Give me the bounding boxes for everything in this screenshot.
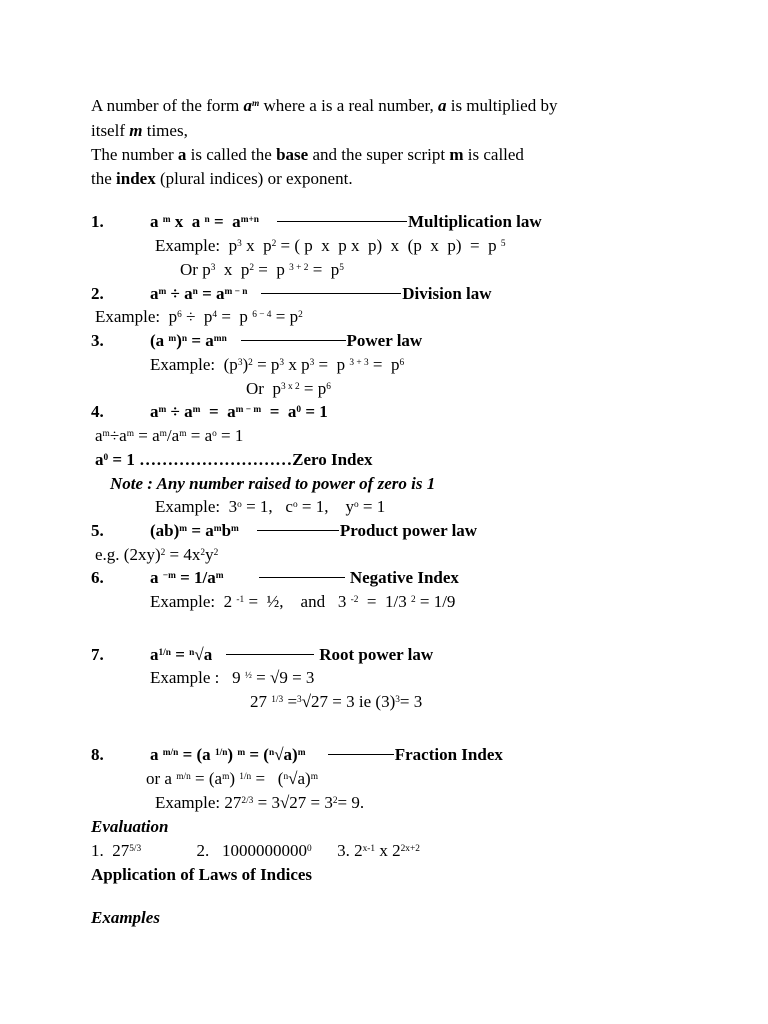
law-number-5: 5. [91,521,104,540]
law-number-4: 4. [91,402,104,421]
law-8-alt: or a $^{m/n} = (a^m) ^{1/n} = (^n√a)^m$ [146,769,318,788]
law-4-derivation: $a^m\div a^m = a^m/a^m = a^o = 1$ [95,426,244,445]
intro-line-1: A number of the form $a^m$ where a is a real number, a is multiplied by [91,96,558,115]
law-3-example: Example: $(p^3)^2 = p^3$ x $p^3 = p$ $^{3 + 3} = p^6$ [150,355,405,374]
intro-line-2: itself m times, [91,121,188,140]
law-number-8: 8. [91,745,104,764]
law-number-2: 2. [91,284,104,303]
law-1-formula: a $^m$ x a $^n = a^{m+n}$ Multiplication law [150,212,542,231]
law-1-example: Example: $p^3$ x $p^2$ = ( p x p x p) x (p x p) = p $^5$ [155,236,506,255]
law-3-example-alt: Or $p^{3 x 2} = p^6$ [246,379,331,398]
law-2-example: Example: $p^6 \div p^4 = p$ $^{6 - 4} = p^2$ [95,307,303,326]
law-number-6: 6. [91,568,104,587]
intro-line-3: The number a is called the base and the super script m is called [91,145,524,164]
law-3-formula: (a $^m)^n = a^{mn}$ Power law [150,331,423,350]
law-2-formula: $a^m \div a^n = a^{m - n}$ Division law [150,284,492,303]
law-2-rule [261,293,401,294]
law-8-example: Example: $27^{2/3} = 3√27 = 3^2= 9$. [155,793,365,812]
law-6-formula: a $^{-m} = 1/a^m$ Negative Index [150,568,459,587]
law-4-note: Note : Any number raised to power of zero is 1 [110,474,436,493]
law-1-example-alt: Or $p^3$ x $p^2 = p$ $^{3 + 2} = p^5$ [180,260,344,279]
law-4-formula: $a^m \div a^m = a^{m - m} = a^0 = 1$ [150,402,328,421]
intro-line-4: the index (plural indices) or exponent. [91,169,353,188]
law-number-7: 7. [91,645,104,664]
examples-heading: Examples [91,908,160,927]
law-5-example: e.g. $(2xy)^2 = 4x^2y^2$ [95,545,219,564]
law-7-rule [226,654,314,655]
law-4-zero-index: $a^0 = 1$ ………………………Zero Index [95,450,373,469]
law-6-example: Example: 2 $^{-1}$ = ½, and 3 $^{-2}$ = 1/3 $^2$ = 1/9 [150,592,456,611]
law-1-rule [277,221,407,222]
law-number-3: 3. [91,331,104,350]
law-7-example: Example : 9 $^{\frac{1}{2}}$ = √9 = 3 [150,668,315,687]
law-5-rule [257,530,339,531]
law-8-formula: a $^{m/n}$ = (a $^{1/n}$) $^m = (^n√a)^m$ Fraction Index [150,745,503,764]
evaluation-items: 1. $27^{5/3}$ 2. 1000000000$^0$ 3. 2$^{x-1}$ x $2^{2x+2}$ [91,841,420,860]
law-6-rule [259,577,345,578]
application-heading: Application of Laws of Indices [91,865,313,884]
law-number-1: 1. [91,212,104,231]
law-4-example: Example: $3^o = 1$, $c^o = 1$, $y^o = 1$ [155,497,386,516]
evaluation-heading: Evaluation [91,817,169,836]
law-7-formula: $a^{1/n} = ^n√a$ Root power law [150,645,434,664]
law-5-formula: $(ab)^m = a^mb^m$ Product power law [150,521,478,540]
law-3-rule [241,340,346,341]
law-8-rule [328,754,394,755]
law-7-example-alt: 27 $^{1/3}$ =$^3$√27 = 3 ie $(3)^3= 3$ [250,692,423,711]
